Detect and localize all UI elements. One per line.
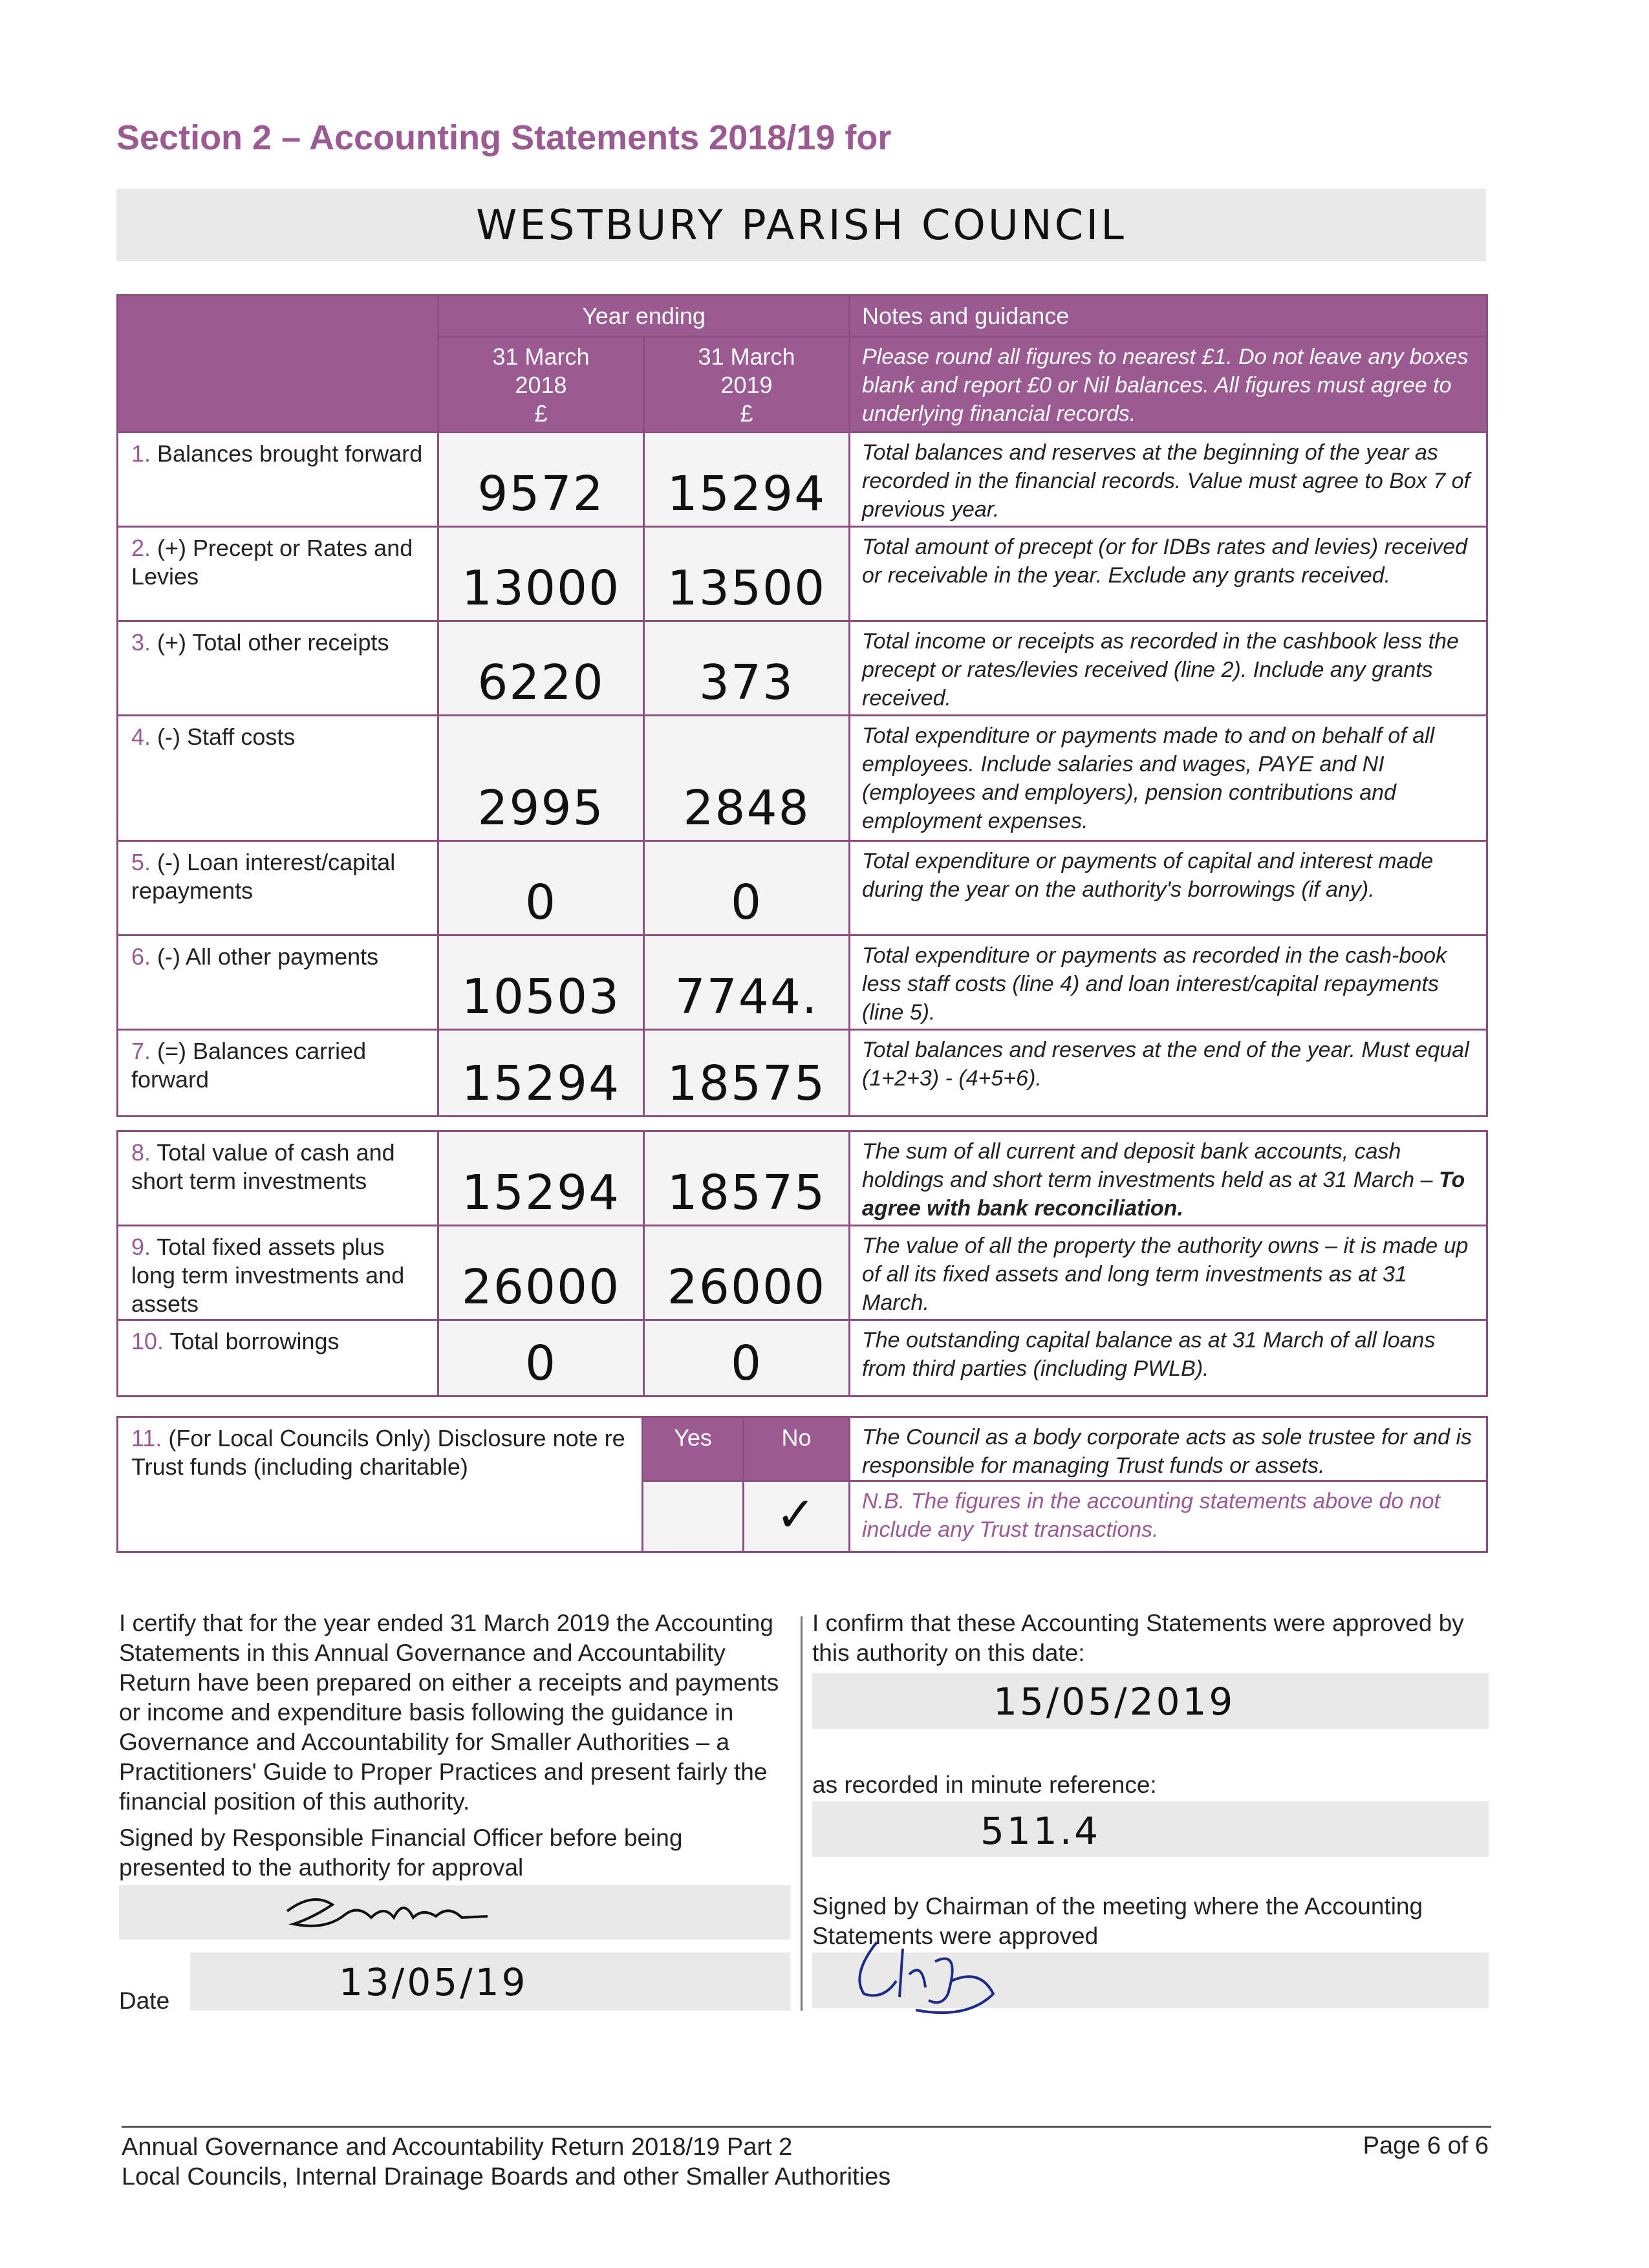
table-row [118, 621, 1487, 716]
row-note: Total balances and reserves at the end of the year. Must equal (1+2+3) - (4+5+6). [850, 1030, 1487, 1117]
table-row [118, 716, 1487, 841]
year-ending-header: Year ending [438, 295, 850, 337]
rfo-date-value: 13/05/19 [339, 1960, 528, 2004]
value-2019: 0 [730, 1336, 763, 1391]
value-2019: 18575 [667, 1056, 826, 1111]
minute-reference-value: 511.4 [980, 1809, 1101, 1853]
footer-rule [122, 2126, 1491, 2128]
row-label: 8. Total value of cash and short term investments [118, 1131, 438, 1226]
value-2018-field[interactable] [438, 936, 644, 1030]
notes-header: Notes and guidance [850, 295, 1487, 337]
value-2019: 13500 [667, 561, 826, 616]
rfo-certification-text: I certify that for the year ended 31 March 2019 the Accounting Statements in this Annual Governance and Accountability Return have been prepared on either a receipts and payments or income and expenditure basis following the guidance in Governance and Accountability for Smaller Authorities – a Practitioners' Guide to Proper Practices and present fairly the financial position of this authority. [119, 1610, 779, 1815]
value-2018-field[interactable] [438, 716, 644, 841]
row-note: The value of all the property the authority owns – it is made up of all its fixed assets and long term investments as at 31 March. [850, 1226, 1487, 1320]
value-2018-field[interactable] [438, 841, 644, 936]
footer-line-1: Annual Governance and Accountability Return 2018/19 Part 2 [122, 2134, 793, 2161]
value-2019: 26000 [667, 1259, 826, 1315]
table-row [118, 433, 1487, 527]
table-row [118, 1131, 1487, 1226]
value-2019-field[interactable] [644, 1131, 850, 1226]
approval-date-field[interactable] [812, 1673, 1489, 1729]
value-2019-field[interactable] [644, 621, 850, 716]
row-label: 4. (-) Staff costs [118, 716, 438, 841]
value-2018-field[interactable] [438, 1131, 644, 1226]
page-title: Section 2 – Accounting Statements 2018/19 for [116, 118, 892, 157]
col-2018-header: 31 March 2018 £ [438, 337, 644, 433]
value-2018: 6220 [477, 655, 605, 711]
minute-reference-field[interactable] [812, 1801, 1489, 1857]
table-row [118, 1030, 1487, 1117]
column-divider [801, 1616, 803, 2011]
value-2019-field[interactable] [644, 841, 850, 936]
value-2019-field[interactable] [644, 716, 850, 841]
value-2019: 15294 [667, 466, 826, 522]
row-note-bold: To agree with bank reconciliation. [862, 1168, 1465, 1221]
value-2019: 18575 [667, 1165, 826, 1221]
footer-line-2: Local Councils, Internal Drainage Boards and other Smaller Authorities [122, 2163, 891, 2190]
header-blank [118, 295, 438, 433]
approval-text: I confirm that these Accounting Statements were approved by this authority on this date: [812, 1610, 1464, 1666]
value-2018: 26000 [461, 1259, 621, 1315]
balances-table [116, 1130, 1488, 1397]
row-label: 2. (+) Precept or Rates and Levies [118, 527, 438, 621]
approval-date-value: 15/05/2019 [993, 1680, 1236, 1724]
value-2018-field[interactable] [438, 433, 644, 527]
footer-text [122, 2132, 890, 2192]
trust-nb-note: N.B. The figures in the accounting statements above do not include any Trust transactions. [850, 1481, 1487, 1552]
value-2018: 9572 [477, 466, 605, 522]
value-2019: 373 [698, 655, 795, 711]
table-row [118, 841, 1487, 936]
chair-signature-image [838, 1936, 1058, 2020]
value-2019-field[interactable] [644, 936, 850, 1030]
row-label: 6. (-) All other payments [118, 936, 438, 1030]
date-label: Date [119, 1987, 170, 2014]
row-note: Total expenditure or payments as recorded in the cash-book less staff costs (line 4) and loan interest/capital repayments (line 5). [850, 936, 1487, 1030]
row-label: 3. (+) Total other receipts [118, 621, 438, 716]
row-11-note: The Council as a body corporate acts as sole trustee for and is responsible for managing Trust funds or assets. [850, 1417, 1487, 1481]
page-number: Page 6 of 6 [1363, 2132, 1489, 2159]
rfo-signature-image [274, 1879, 533, 1937]
no-header: No [744, 1417, 850, 1481]
value-2018: 10503 [461, 969, 621, 1025]
value-2018: 15294 [461, 1165, 621, 1221]
value-2019: 2848 [683, 780, 810, 836]
row-note: Total expenditure or payments of capital and interest made during the year on the authority's borrowings (if any). [850, 841, 1487, 936]
value-2018-field[interactable] [438, 527, 644, 621]
accounting-statements-table [116, 294, 1488, 1117]
row-note: Total expenditure or payments made to and on behalf of all employees. Include salaries and wages, PAYE and NI (employees and employers), pension contributions and employment expenses. [850, 716, 1487, 841]
row-note: Total balances and reserves at the beginning of the year as recorded in the financial records. Value must agree to Box 7 of previous year. [850, 433, 1487, 527]
value-2019-field[interactable] [644, 433, 850, 527]
rfo-signature-field[interactable] [119, 1885, 790, 1940]
minute-label: as recorded in minute reference: [812, 1771, 1157, 1798]
value-2018: 0 [524, 1336, 557, 1391]
row-11-label: 11. (For Local Councils Only) Disclosure note re Trust funds (including charitable) [118, 1417, 643, 1552]
value-2018: 0 [524, 875, 557, 930]
value-2019-field[interactable] [644, 527, 850, 621]
yes-header: Yes [643, 1417, 744, 1481]
value-2019-field[interactable] [644, 1030, 850, 1117]
value-2018: 13000 [461, 561, 621, 616]
row-note: Total income or receipts as recorded in the cashbook less the precept or rates/levies received (line 2). Include any grants received. [850, 621, 1487, 716]
value-2018: 2995 [477, 780, 605, 836]
authority-name-field[interactable] [116, 189, 1486, 261]
value-2018-field[interactable] [438, 1320, 644, 1396]
value-2019: 7744. [674, 969, 819, 1025]
value-2018-field[interactable] [438, 1030, 644, 1117]
value-2018: 15294 [461, 1056, 621, 1111]
chair-signature-field[interactable] [812, 1952, 1489, 2008]
rfo-signed-text: Signed by Responsible Financial Officer before being presented to the authority for approval [119, 1824, 683, 1881]
row-label: 5. (-) Loan interest/capital repayments [118, 841, 438, 936]
no-checkbox[interactable] [744, 1481, 850, 1552]
yes-checkbox[interactable] [643, 1481, 744, 1552]
chair-signed-text: Signed by Chairman of the meeting where the Accounting Statements were approved [812, 1893, 1423, 1949]
row-label: 7. (=) Balances carried forward [118, 1030, 438, 1117]
check-mark-icon: ✓ [775, 1486, 817, 1543]
value-2019: 0 [730, 875, 763, 930]
row-note: Total amount of precept (or for IDBs rates and levies) received or receivable in the year. Exclude any grants received. [850, 527, 1487, 621]
row-label: 9. Total fixed assets plus long term investments and assets [118, 1226, 438, 1320]
value-2019-field[interactable] [644, 1320, 850, 1396]
table-row [118, 1226, 1487, 1320]
table-row [118, 936, 1487, 1030]
table-row [118, 527, 1487, 621]
table-row [118, 1320, 1487, 1396]
trust-funds-table [116, 1416, 1488, 1553]
value-2018-field[interactable] [438, 1226, 644, 1320]
rfo-date-field[interactable] [190, 1952, 790, 2011]
row-label: 1. Balances brought forward [118, 433, 438, 527]
row-note: The outstanding capital balance as at 31 March of all loans from third parties (including PWLB). [850, 1320, 1487, 1396]
guidance-note: Please round all figures to nearest £1. Do not leave any boxes blank and report £0 or Nil balances. All figures must agree to underlying financial records. [850, 337, 1487, 433]
row-note: The sum of all current and deposit bank accounts, cash holdings and short term investments held as at 31 March – To agree with bank reconciliation. [850, 1131, 1487, 1226]
value-2018-field[interactable] [438, 621, 644, 716]
authority-name: WESTBURY PARISH COUNCIL [476, 202, 1126, 250]
col-2019-header: 31 March 2019 £ [644, 337, 850, 433]
value-2019-field[interactable] [644, 1226, 850, 1320]
row-label: 10. Total borrowings [118, 1320, 438, 1396]
